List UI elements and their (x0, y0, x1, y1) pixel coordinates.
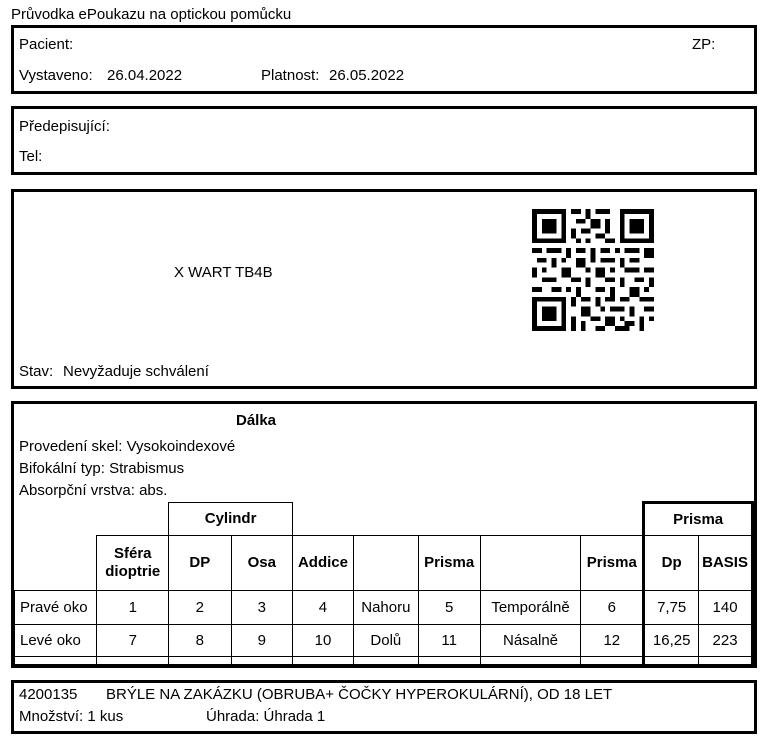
status-value: Nevyžaduje schválení (63, 363, 209, 380)
addition-value: 10 (293, 625, 354, 657)
issued-label: Vystaveno: (19, 67, 93, 84)
basis-value: 223 (699, 625, 753, 657)
direction1-header (353, 536, 418, 591)
axis-header: Osa (231, 536, 293, 591)
header-row-group (15, 503, 753, 536)
absorption-layer-label: Absorpční vrstva: (19, 482, 135, 499)
absorption-layer-line (19, 482, 167, 499)
payment-line (206, 708, 325, 725)
quantity-label: Množství: (19, 708, 84, 725)
dp2-header: Dp (644, 536, 699, 591)
prisma2-value: 6 (581, 591, 644, 625)
prescriber-box (11, 106, 757, 175)
table-row (15, 625, 753, 657)
bifocal-type-line (19, 460, 184, 477)
direction2-value: Temporálně (480, 591, 581, 625)
table-spacer-row (15, 657, 753, 665)
tel-label: Tel: (19, 148, 43, 165)
validity-label: Platnost: (261, 67, 320, 84)
direction1-value: Nahoru (353, 591, 418, 625)
dp2-value: 16,25 (644, 625, 699, 657)
basis-header: BASIS (699, 536, 753, 591)
glass-type-line (19, 438, 235, 455)
addition-header: Addice (293, 536, 354, 591)
prisma2-header: Prisma (581, 536, 644, 591)
item-code: 4200135 (19, 686, 78, 703)
eye-label: Levé oko (15, 625, 97, 657)
dp-value: 2 (169, 591, 231, 625)
prescription-table (14, 501, 754, 665)
status-label: Stav: (19, 363, 54, 380)
section-title: Dálka (236, 412, 277, 429)
patient-label: Pacient: (19, 36, 74, 53)
glass-type-label: Provedení skel: (19, 438, 123, 455)
prisma2-value: 12 (581, 625, 644, 657)
basis-value: 140 (699, 591, 753, 625)
direction2-value: Násalně (480, 625, 581, 657)
sphere-value: 7 (97, 625, 169, 657)
prescriber-label: Předepisující: (19, 118, 110, 135)
axis-value: 3 (231, 591, 293, 625)
item-description: BRÝLE NA ZAKÁZKU (OBRUBA+ ČOČKY HYPEROKULÁRNÍ), OD 18 LET (106, 686, 613, 703)
dp2-value: 7,75 (644, 591, 699, 625)
page-title: Průvodka ePoukazu na optickou pomůcku (11, 6, 292, 23)
direction2-header (480, 536, 581, 591)
prisma1-value: 5 (418, 591, 480, 625)
header-row-columns (15, 536, 753, 591)
table-row (15, 591, 753, 625)
glass-type-value: Vysokoindexové (126, 438, 236, 455)
sphere-header-line1: Sféra (113, 545, 152, 562)
bifocal-type-label: Bifokální typ: (19, 460, 105, 477)
sphere-value: 1 (97, 591, 169, 625)
bifocal-type-value: Strabismus (109, 460, 185, 477)
prisma-group-header: Prisma (644, 503, 753, 536)
quantity-line (19, 708, 123, 725)
absorption-layer-value: abs. (139, 482, 168, 499)
direction1-value: Dolů (353, 625, 418, 657)
sphere-header-line2: dioptrie (105, 563, 161, 580)
quantity-value: 1 kus (87, 708, 124, 725)
axis-value: 9 (231, 625, 293, 657)
payment-label: Úhrada: (206, 708, 260, 725)
dp-value: 8 (169, 625, 231, 657)
insurance-label: ZP: (692, 36, 716, 53)
prisma1-header: Prisma (418, 536, 480, 591)
eprescription-code: X WART TB4B (174, 264, 273, 281)
dp-header: DP (169, 536, 231, 591)
sphere-header (97, 536, 169, 591)
prisma1-value: 11 (418, 625, 480, 657)
qr-code (532, 209, 654, 331)
issued-date: 26.04.2022 (107, 67, 183, 84)
validity-date: 26.05.2022 (329, 67, 405, 84)
eye-label: Pravé oko (15, 591, 97, 625)
addition-value: 4 (293, 591, 354, 625)
cylinder-header: Cylindr (169, 503, 293, 536)
payment-value: Úhrada 1 (263, 708, 326, 725)
